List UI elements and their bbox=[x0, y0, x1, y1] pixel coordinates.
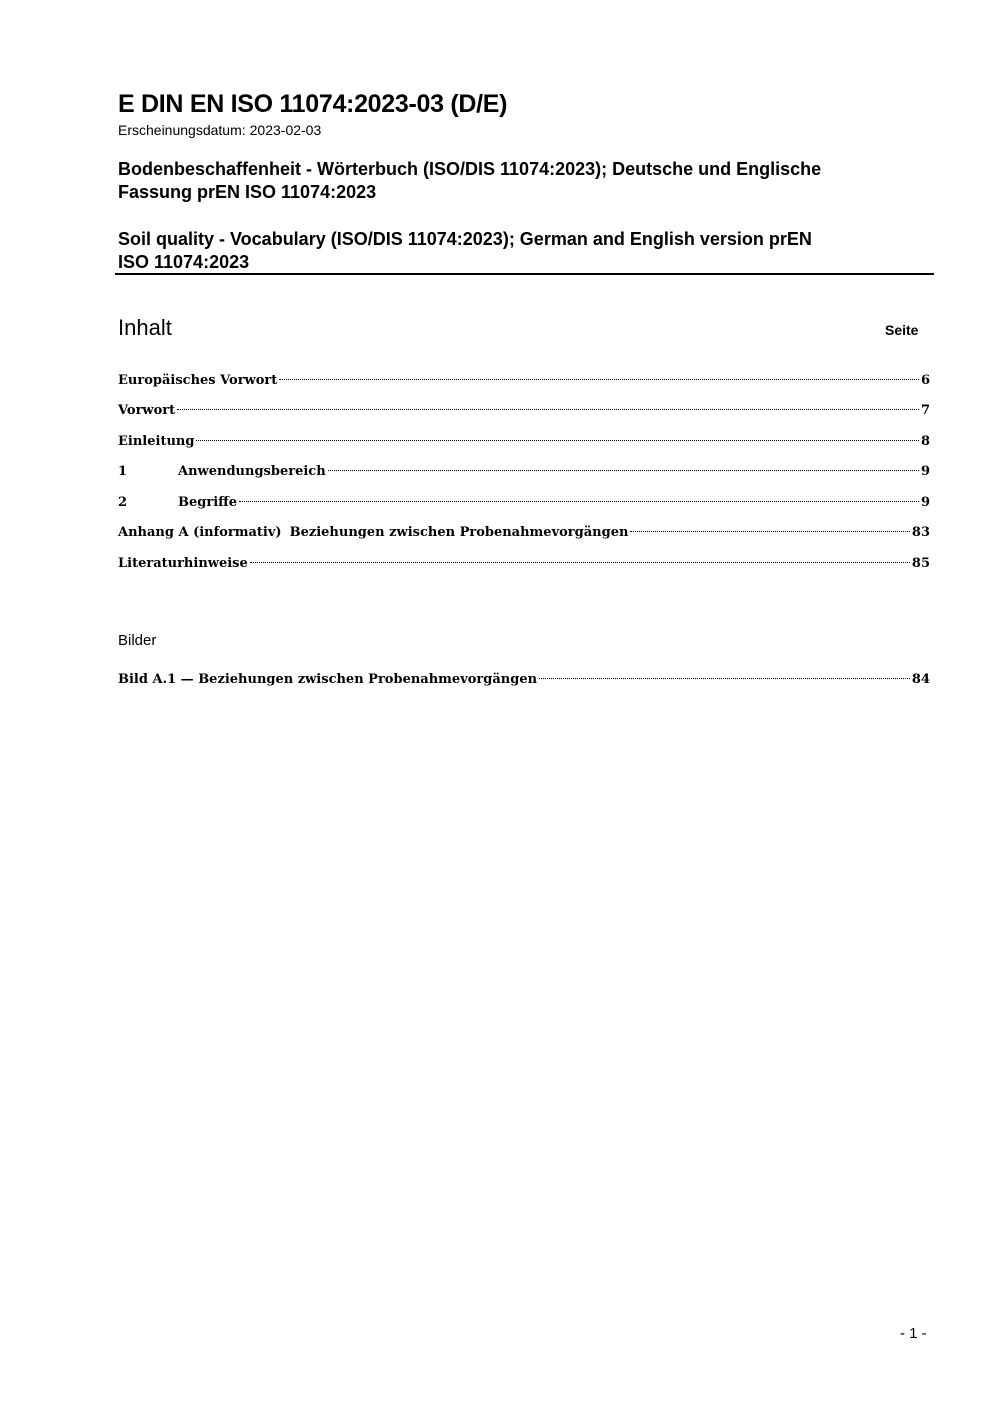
toc-entry-label: Begriffe bbox=[178, 495, 238, 510]
toc-leader-dots bbox=[239, 501, 919, 502]
toc-entry-label: Anwendungsbereich bbox=[178, 464, 326, 479]
toc-leader-dots bbox=[630, 531, 909, 532]
toc-entry-terms[interactable] bbox=[118, 493, 930, 513]
title-english-line-2: ISO 11074:2023 bbox=[118, 252, 250, 272]
figure-entry-label: Bild A.1 — Beziehungen zwischen Probenahmevorgängen bbox=[118, 672, 538, 687]
publication-date-value: 2023-02-03 bbox=[249, 122, 322, 138]
toc-leader-dots bbox=[539, 678, 910, 679]
toc-entry-page: 9 bbox=[920, 464, 930, 479]
toc-leader-dots bbox=[328, 470, 919, 471]
publication-date bbox=[118, 121, 321, 139]
title-german-line-1: Bodenbeschaffenheit - Wörterbuch (ISO/DIS 11074:2023); Deutsche und Englische bbox=[118, 159, 822, 179]
toc-leader-dots bbox=[196, 440, 919, 441]
page-number: - 1 - bbox=[900, 1325, 927, 1342]
toc-entry-number: 2 bbox=[118, 495, 128, 510]
header-divider bbox=[115, 273, 934, 275]
document-id: E DIN EN ISO 11074:2023-03 (D/E) bbox=[118, 90, 508, 118]
toc-entry-label: Europäisches Vorwort bbox=[118, 373, 278, 388]
toc-entry-bibliography[interactable] bbox=[118, 554, 930, 574]
toc-entry-page: 9 bbox=[920, 495, 930, 510]
title-german bbox=[118, 158, 918, 204]
toc-leader-dots bbox=[279, 379, 919, 380]
figures-heading: Bilder bbox=[118, 632, 157, 649]
toc-entry-annex-a[interactable] bbox=[118, 523, 930, 543]
toc-entry-label: Vorwort bbox=[118, 403, 176, 418]
toc-entry-page: 8 bbox=[920, 434, 930, 449]
toc-entry-european-foreword[interactable] bbox=[118, 371, 930, 391]
toc-heading: Inhalt bbox=[118, 315, 172, 340]
toc-leader-dots bbox=[177, 409, 919, 410]
toc-entry-number: 1 bbox=[118, 464, 128, 479]
toc-entry-page: 6 bbox=[920, 373, 930, 388]
toc-entry-label: Literaturhinweise bbox=[118, 556, 248, 571]
figure-entry-a1[interactable] bbox=[118, 670, 930, 690]
toc-entry-page: 83 bbox=[911, 525, 930, 540]
toc-entry-scope[interactable] bbox=[118, 462, 930, 482]
title-english-line-1: Soil quality - Vocabulary (ISO/DIS 11074:2023); German and English version prEN bbox=[118, 229, 812, 249]
toc-entry-introduction[interactable] bbox=[118, 432, 930, 452]
toc-entry-label: Anhang A (informativ) bbox=[118, 525, 282, 540]
publication-date-label: Erscheinungsdatum: bbox=[118, 122, 246, 138]
toc-entry-label: Einleitung bbox=[118, 434, 195, 449]
toc-page-column-label: Seite bbox=[885, 322, 919, 338]
toc-entry-page: 7 bbox=[920, 403, 930, 418]
title-english bbox=[118, 228, 918, 274]
title-german-line-2: Fassung prEN ISO 11074:2023 bbox=[118, 182, 377, 202]
toc-entry-foreword[interactable] bbox=[118, 401, 930, 421]
toc-leader-dots bbox=[250, 562, 910, 563]
figure-entry-page: 84 bbox=[911, 672, 930, 687]
toc-entry-sublabel: Beziehungen zwischen Probenahmevorgängen bbox=[289, 525, 629, 540]
toc-entry-page: 85 bbox=[911, 556, 930, 571]
